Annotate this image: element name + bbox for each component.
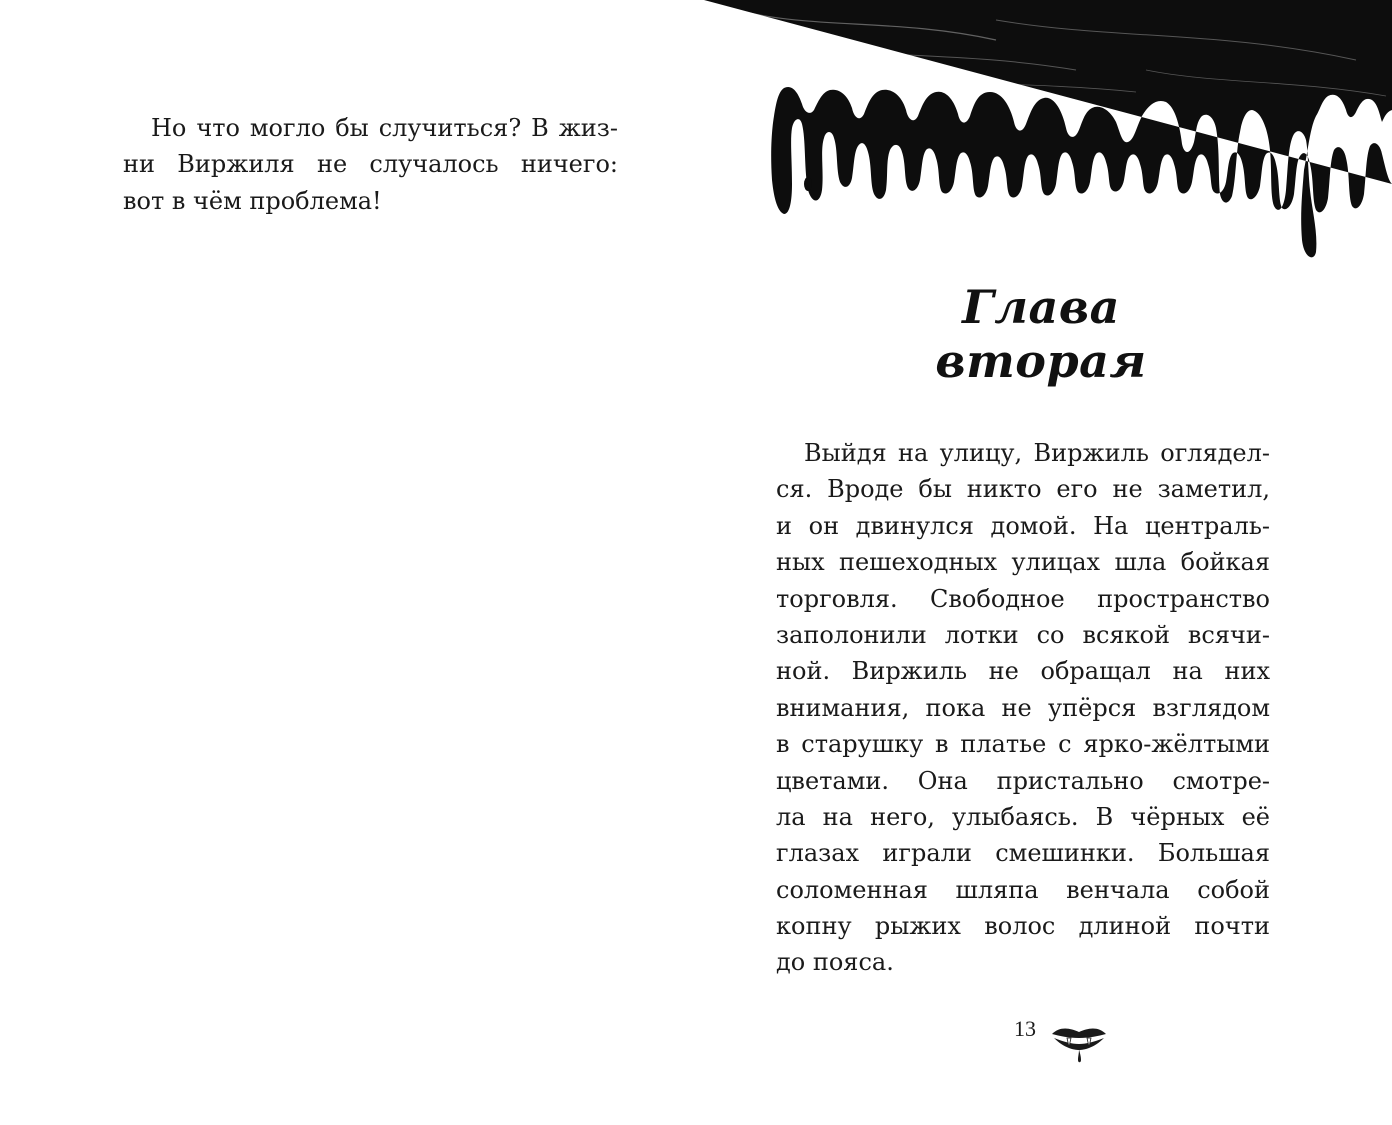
text-line: копну рыжих волос длиной почти <box>776 912 1270 941</box>
chapter-title: Глава вторая <box>935 280 1147 388</box>
text-line: до пояса. <box>776 948 894 977</box>
text-line: Но что могло бы случиться? В жиз- <box>151 114 618 142</box>
left-page-paragraph <box>123 110 618 219</box>
text-line: глазах играли смешинки. Большая <box>776 839 1270 868</box>
text-line: заполонили лотки со всякой всячи- <box>776 620 1270 649</box>
text-line: вот в чём проблема! <box>123 186 382 215</box>
text-line: соломенная шляпа венчала собой <box>776 875 1270 904</box>
text-line: ной. Виржиль не обращал на них <box>776 657 1270 686</box>
right-page <box>696 0 1392 1125</box>
vampire-fangs-icon <box>1050 1020 1108 1064</box>
text-line: и он двинулся домой. На централь- <box>776 511 1270 540</box>
text-line: цветами. Она пристально смотре- <box>776 766 1270 795</box>
dripping-ink-illustration <box>696 0 1392 290</box>
page-footer <box>1006 1012 1126 1062</box>
text-line: Выйдя на улицу, Виржиль оглядел- <box>804 439 1270 467</box>
text-line: в старушку в платье с ярко-жёлтыми <box>776 730 1270 759</box>
text-line: ни Виржиля не случалось ничего: <box>123 150 618 179</box>
text-line: ся. Вроде бы никто его не заметил, <box>776 475 1270 504</box>
page-number: 13 <box>1014 1016 1036 1041</box>
text-line: ных пешеходных улицах шла бойкая <box>776 548 1270 577</box>
text-line: внимания, пока не упёрся взглядом <box>776 693 1270 722</box>
text-line: ла на него, улыбаясь. В чёрных её <box>776 802 1270 831</box>
text-line: торговля. Свободное пространство <box>776 584 1270 613</box>
right-page-paragraph <box>776 435 1270 981</box>
